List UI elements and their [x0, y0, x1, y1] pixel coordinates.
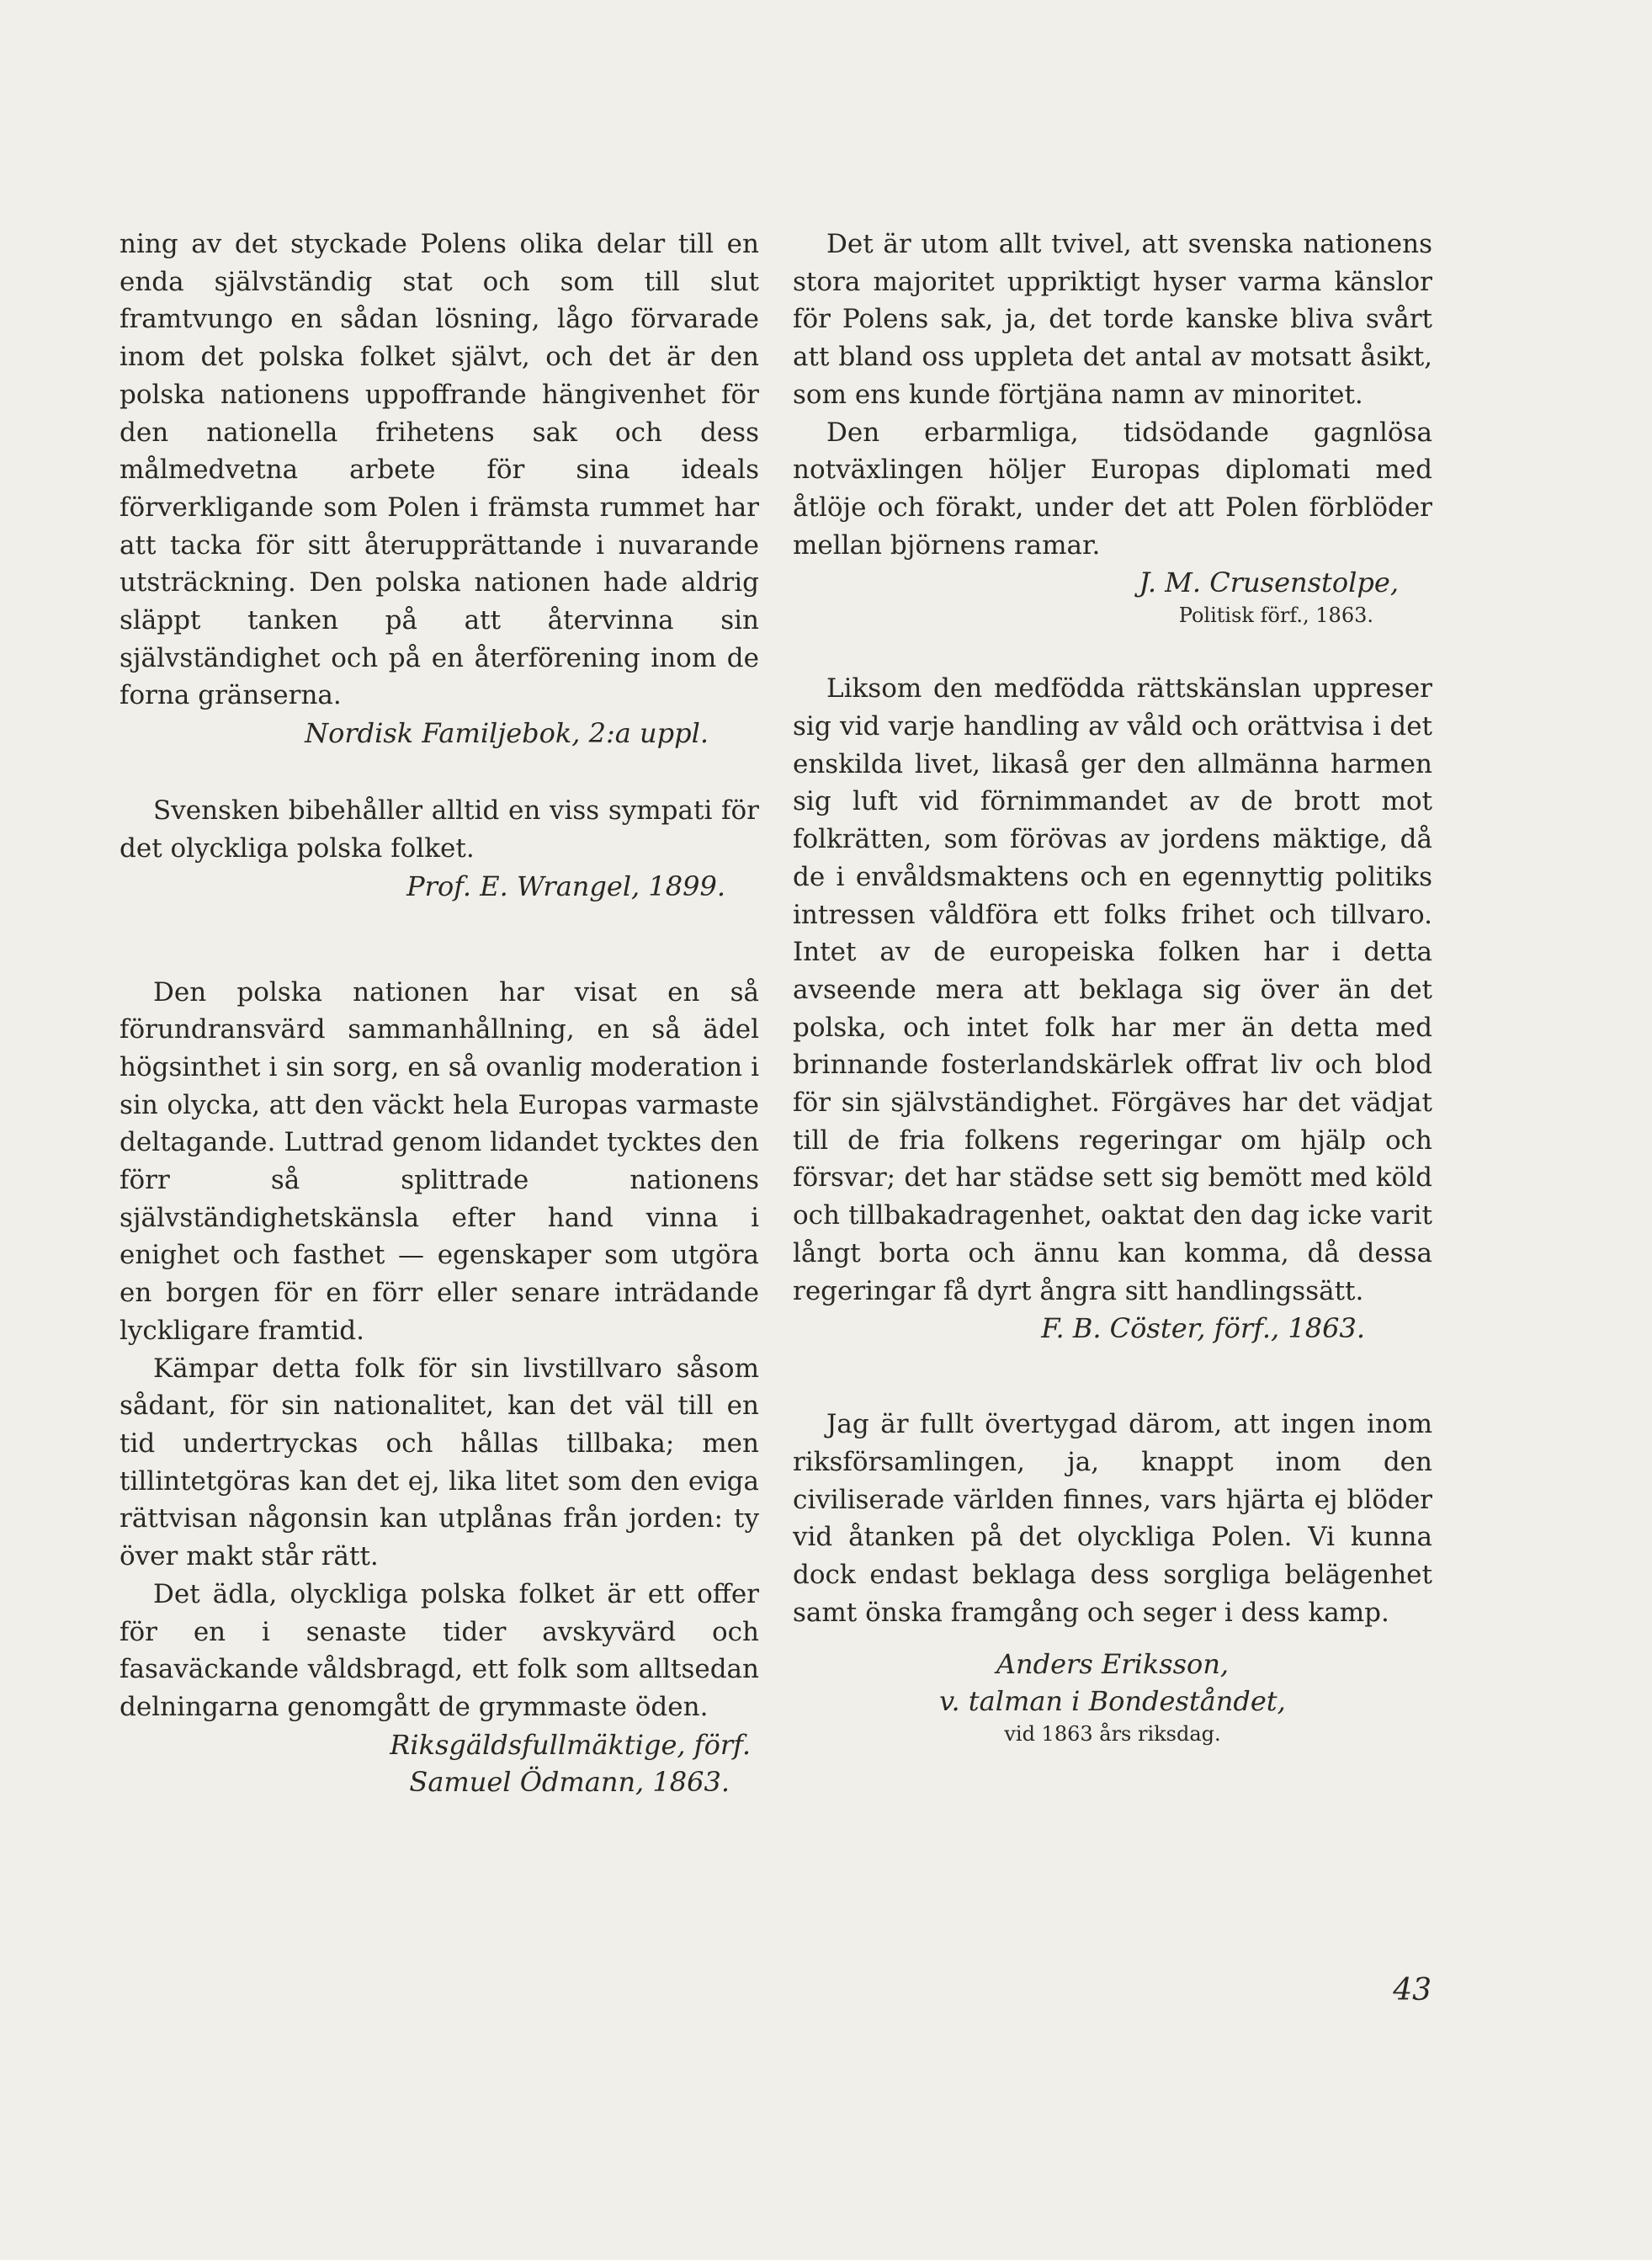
attribution: Prof. E. Wrangel, 1899.: [406, 869, 725, 902]
attribution-subtitle: Politisk förf., 1863.: [1178, 604, 1373, 628]
attribution-line: Anders Eriksson,: [996, 1647, 1230, 1680]
paragraph: ning av det styckade Polens olika delar till en enda självständig stat och som till slut framtvungo en sådan lösning, lågo förvarade inom det polska folket självt, och det är den polska nationens uppoffrande hängivenhet för den nationella frihetens sak och dess målmedvetna arbete för sina ideals förverkligande som Polen i främsta rummet har att tacka för sitt återupprättande i nuvarande utsträckning. Den polska nationen hade aldrig släppt tanken på att återvinna sin självständighet och på en återförening inom de forna gränserna.: [120, 229, 759, 711]
paragraph: Liksom den medfödda rättskänslan uppreser sig vid varje handling av våld och orättvisa i det enskilda livet, likaså ger den allmänna harmen sig luft vid förnimmandet av de brott mot folkrätten, som förövas av jordens mäktige, då de i envåldsmaktens och en egennyttig politiks intressen våldföra ett folks frihet och tillvaro. Intet av de europeiska folken har i detta avseende mera att beklaga sig över än det polska, och intet folk har mer än detta med brinnande fosterlandskärlek offrat liv och blod för sin självständighet. Förgäves har det vädjat till de fria folkens regeringar om hjälp och försvar; det har städse sett sig bemött med köld och tillbakadragenhet, oaktat den dag icke varit långt borta och ännu kan komma, då dessa regeringar få dyrt ångra sitt handlingssätt.: [793, 673, 1432, 1306]
paragraph: Den erbarmliga, tidsödande gagnlösa notväxlingen höljer Europas diplomati med åtlöje och förakt, under det att Polen förblöder mellan björnens ramar.: [793, 417, 1432, 561]
attribution: F. B. Cöster, förf., 1863.: [1041, 1312, 1365, 1345]
paragraph: Jag är fullt övertygad därom, att ingen inom riksförsamlingen, ja, knappt inom den civiliserade världen finnes, vars hjärta ej blöder vid åtanken på det olyckliga Polen. Vi kunna dock endast beklaga dess sorgliga belägenhet samt önska framgång och seger i dess kamp.: [793, 1409, 1432, 1628]
paragraph: Svensken bibehåller alltid en viss sympati för det olyckliga polska folket.: [120, 795, 759, 864]
attribution: Nordisk Familjebok, 2:a uppl.: [305, 717, 709, 750]
paragraph: Det är utom allt tvivel, att svenska nationens stora majoritet uppriktigt hyser varma känslor för Polens sak, ja, det torde kanske bliva svårt att bland oss uppleta det antal av motsatt åsikt, som ens kunde förtjäna namn av minoritet.: [793, 229, 1432, 410]
attribution-line: v. talman i Bondeståndet,: [939, 1684, 1286, 1717]
paragraph: Det ädla, olyckliga polska folket är ett offer för en i senaste tider avskyvärd och fasaväckande våldsbragd, ett folk som alltsedan delningarna genomgått de grymmaste öden.: [120, 1578, 759, 1722]
attribution-subtitle: vid 1863 års riksdag.: [1004, 1721, 1221, 1746]
attribution-line: Riksgäldsfullmäktige, förf.: [390, 1728, 751, 1761]
page-number: 43: [1393, 1973, 1432, 2007]
paragraph: Kämpar detta folk för sin livstillvaro såsom sådant, för sin nationalitet, kan det väl till en tid undertryckas och hållas tillbaka; men tillintetgöras kan det ej, lika litet som den eviga rättvisan någonsin kan utplånas från jorden: ty över makt står rätt.: [120, 1353, 759, 1572]
attribution-line: Samuel Ödmann, 1863.: [409, 1765, 730, 1798]
right-column: [793, 226, 1432, 1748]
paragraph: Den polska nationen har visat en så förundransvärd sammanhållning, en så ädel högsinthet i sin sorg, en så ovanlig moderation i sin olycka, att den väckt hela Europas varmaste deltagande. Luttrad genom lidandet tycktes den förr så splittrade nationens självständighetskänsla efter hand vinna i enighet och fasthet — egenskaper som utgöra en borgen för en förr eller senare inträdande lyckligare framtid.: [120, 976, 759, 1346]
attribution: J. M. Crusenstolpe,: [1139, 566, 1399, 599]
left-column: [120, 226, 759, 1800]
